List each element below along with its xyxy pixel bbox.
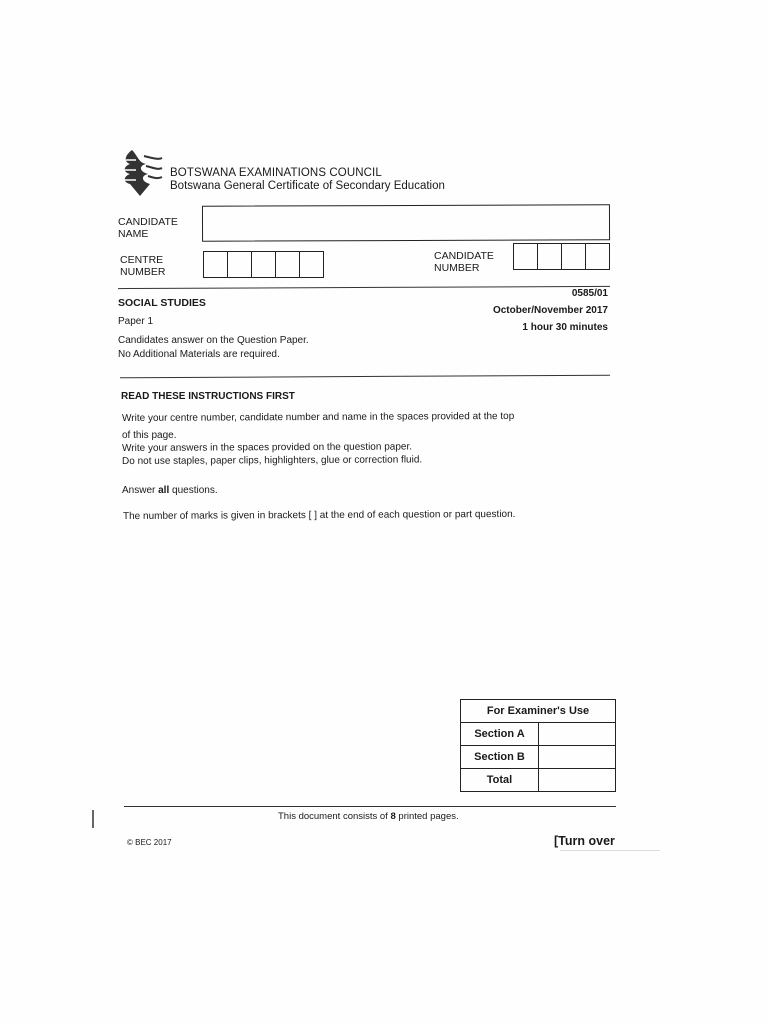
turn-over: [Turn over [554, 834, 615, 848]
answer-pre: Answer [122, 485, 159, 496]
section-a-score-cell[interactable] [539, 723, 616, 746]
centre-number-cell[interactable] [276, 252, 300, 277]
examiner-use-table [460, 699, 616, 792]
instruction-line: Write your answers in the spaces provided on the question paper. [121, 441, 413, 454]
scan-edge [560, 850, 660, 851]
instruction-line: Do not use staples, paper clips, highlighters, glue or correction fluid. [121, 454, 423, 467]
candidate-number-cell[interactable] [586, 244, 609, 269]
total-label: Total [461, 769, 539, 792]
answer-post: questions. [169, 485, 218, 496]
centre-number-cell[interactable] [252, 252, 276, 277]
page-count-pre: This document consists of [278, 811, 391, 822]
candidate-name-label: CANDIDATE NAME [118, 216, 178, 240]
org-name: BOTSWANA EXAMINATIONS COUNCIL [170, 167, 382, 179]
materials-note: No Additional Materials are required. [118, 349, 280, 360]
paper-code: 0585/01 [571, 288, 608, 299]
paper-number: Paper 1 [118, 316, 154, 327]
instructions-heading: READ THESE INSTRUCTIONS FIRST [121, 391, 295, 402]
candidate-number-cell[interactable] [562, 244, 586, 269]
exam-duration: 1 hour 30 minutes [522, 322, 608, 333]
candidate-number-label: CANDIDATE NUMBER [434, 250, 494, 274]
page-count-note [278, 811, 459, 822]
examiner-use-heading: For Examiner's Use [461, 700, 616, 723]
candidate-name-box[interactable] [202, 204, 610, 241]
candidate-number-boxes[interactable] [513, 243, 610, 270]
instruction-line: of this page. [122, 430, 177, 441]
certificate-name: Botswana General Certificate of Secondary Education [170, 180, 445, 192]
candidate-number-cell[interactable] [538, 244, 562, 269]
divider [120, 375, 610, 379]
subject-title: SOCIAL STUDIES [118, 297, 206, 309]
instruction-line: Write your centre number, candidate number and name in the spaces provided at the top [121, 410, 515, 424]
centre-number-label: CENTRE NUMBER [120, 254, 166, 278]
copyright: © BEC 2017 [127, 838, 172, 847]
section-b-score-cell[interactable] [539, 746, 616, 769]
answer-all-instruction [122, 484, 218, 497]
section-b-label: Section B [461, 746, 539, 769]
scan-mark [92, 810, 94, 828]
page-count-post: printed pages. [395, 811, 459, 822]
footer-divider [124, 806, 616, 807]
answer-location-note: Candidates answer on the Question Paper. [118, 335, 309, 346]
bec-logo-icon [118, 146, 164, 202]
marks-instruction: The number of marks is given in brackets [ ] at the end of each question or part question. [122, 508, 516, 522]
centre-number-cell[interactable] [204, 252, 228, 277]
section-a-label: Section A [461, 723, 539, 746]
exam-session: October/November 2017 [492, 305, 608, 316]
centre-number-cell[interactable] [228, 252, 252, 277]
answer-bold: all [158, 485, 170, 496]
divider [118, 286, 610, 289]
total-score-cell[interactable] [539, 769, 616, 792]
candidate-number-cell[interactable] [514, 244, 538, 269]
centre-number-boxes[interactable] [203, 251, 324, 278]
centre-number-cell[interactable] [300, 252, 323, 277]
page-count-number: 8 [390, 811, 396, 822]
